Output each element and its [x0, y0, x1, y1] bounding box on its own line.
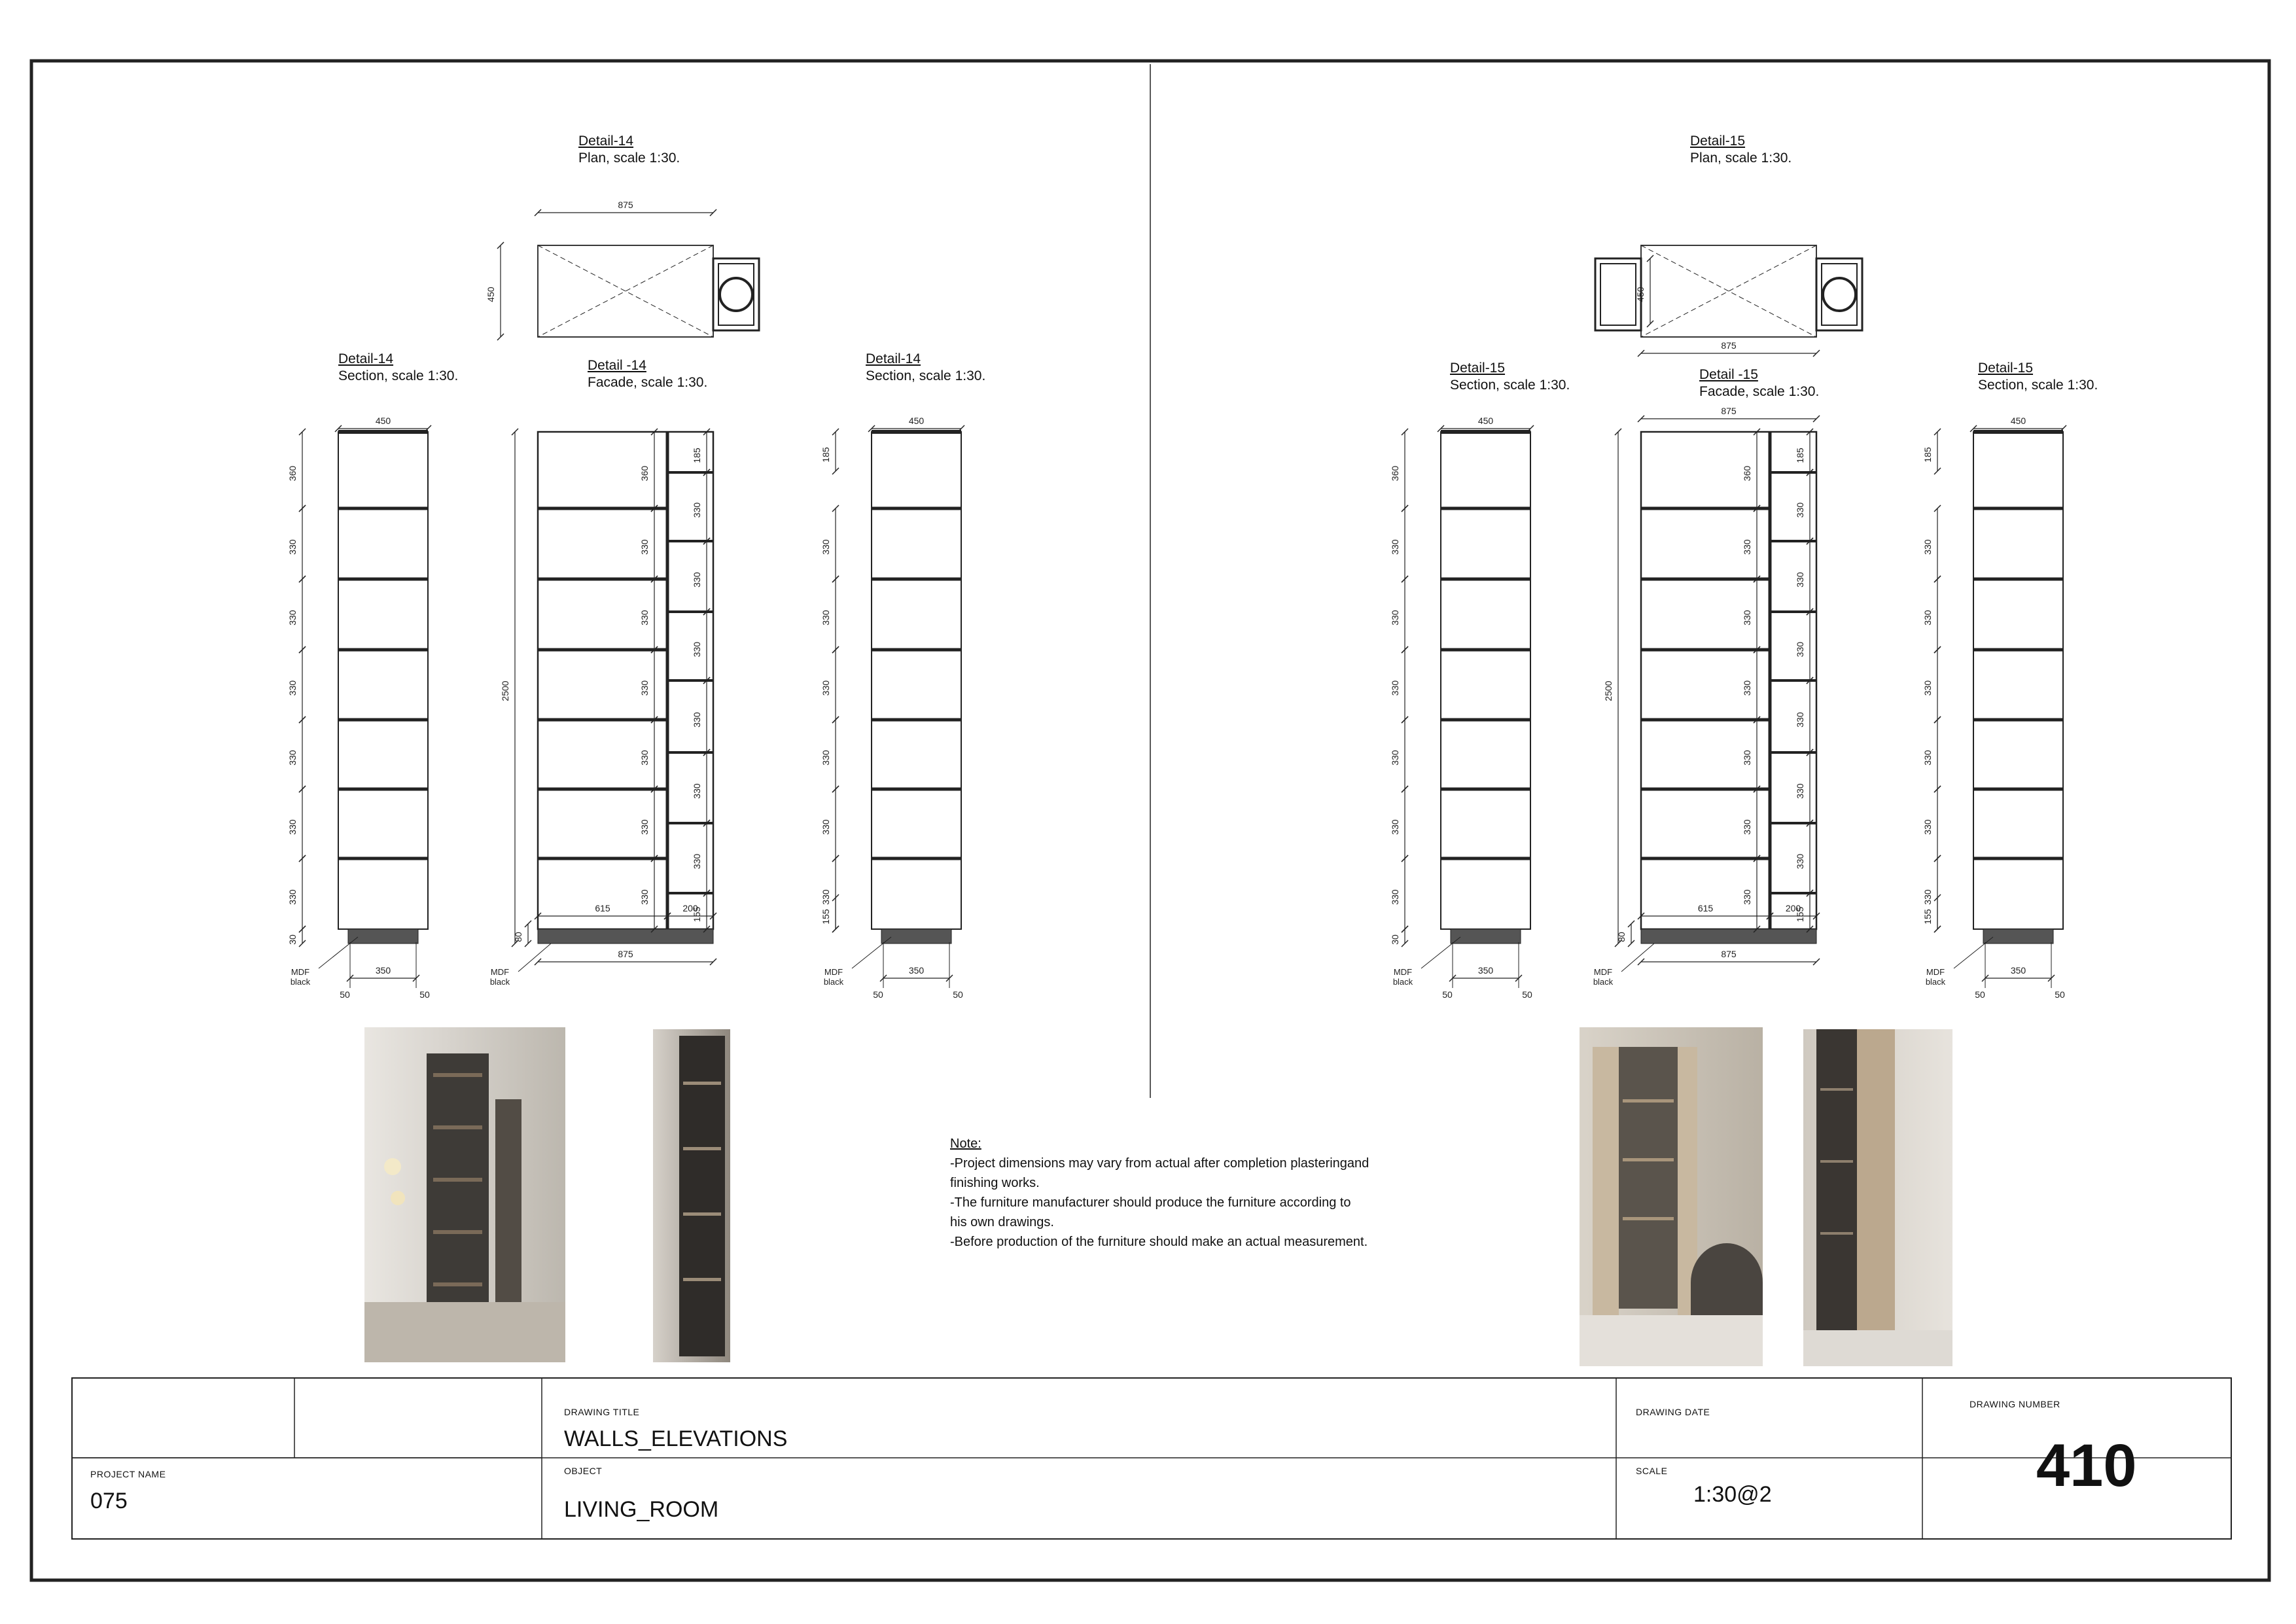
shelf-dimension: 185 — [1795, 448, 1805, 463]
shelf-dimension: 330 — [1742, 680, 1752, 696]
shelf-dimension: 330 — [1922, 610, 1933, 626]
plan-depth-dimension: 450 — [486, 287, 496, 302]
section-width-dimension: 450 — [1477, 415, 1494, 426]
shelf-dimension: 360 — [639, 465, 650, 482]
material-label-text: MDF — [291, 967, 310, 977]
plinth-dimension: 30 — [287, 934, 298, 945]
base-width-dimension: 350 — [2010, 965, 2026, 976]
title-block-frame — [72, 1378, 2231, 1539]
shelf-dimension: 330 — [692, 783, 702, 799]
column-circle — [1823, 278, 1856, 311]
facade-top-dimension: 875 — [1721, 406, 1737, 416]
scale-label: SCALE — [1636, 1466, 1668, 1476]
drawing-title-label: DRAWING TITLE — [564, 1407, 640, 1417]
material-label-text: MDF — [1393, 967, 1413, 977]
facade-narrow-dimension: 200 — [682, 903, 698, 913]
shelf-dimension: 330 — [692, 712, 702, 728]
base-width-dimension: 350 — [375, 965, 391, 976]
base-width-dimension: 350 — [908, 965, 925, 976]
drawing-number: 410 — [2036, 1432, 2137, 1499]
detail-scale: Section, scale 1:30. — [866, 368, 986, 383]
detail-15-section-right-title — [1978, 360, 2098, 394]
shelf-dimension: 330 — [1922, 750, 1933, 766]
base-offset-dimension: 50 — [873, 989, 883, 1000]
column-outline — [1595, 258, 1641, 330]
facade-total-dimension: 875 — [1721, 949, 1737, 959]
shelf-dimension: 330 — [1795, 572, 1805, 588]
facade-plinth — [1641, 929, 1816, 944]
shelf-dimension: 185 — [1922, 447, 1933, 463]
shelf-dimension: 330 — [1795, 502, 1805, 518]
material-label-text: black — [1593, 977, 1614, 987]
detail-scale: Plan, scale 1:30. — [1690, 150, 1792, 166]
detail-label: Detail-14 — [866, 351, 921, 366]
material-label-text: black — [1392, 977, 1413, 987]
shelf-dimension: 330 — [1742, 610, 1752, 626]
shelf-dimension: 330 — [287, 680, 298, 696]
detail-15-section-left-title — [1450, 360, 1570, 394]
detail-scale: Facade, scale 1:30. — [1699, 384, 1820, 399]
shelf-dimension: 330 — [1795, 783, 1805, 799]
facade-main-dimension: 615 — [595, 903, 610, 913]
note-line: his own drawings. — [950, 1215, 1054, 1229]
plinth-dimension: 30 — [1390, 934, 1400, 945]
shelf-dimension: 360 — [287, 465, 298, 482]
object-label: OBJECT — [564, 1466, 603, 1476]
facade-total-dimension: 875 — [618, 949, 633, 959]
shelf-dimension: 330 — [639, 539, 650, 555]
shelf-dimension: 330 — [1390, 819, 1400, 835]
detail-14-plan-title — [578, 133, 680, 167]
shelf-dimension: 330 — [639, 819, 650, 835]
leader-line — [1621, 944, 1654, 972]
shelf-dimension: 330 — [1390, 680, 1400, 696]
shelf-dimension: 330 — [1390, 750, 1400, 766]
detail-14-section-right-title — [866, 351, 985, 385]
shelf-dimension: 330 — [1922, 889, 1933, 905]
section-outline — [338, 432, 428, 929]
shelf-dimension: 330 — [287, 539, 298, 555]
shelf-dimension: 360 — [1390, 465, 1400, 482]
base-offset-dimension: 50 — [1975, 989, 1985, 1000]
column-circle — [720, 278, 752, 311]
shelf-dimension: 330 — [639, 889, 650, 905]
section-width-dimension: 450 — [2010, 415, 2026, 426]
note-line: -The furniture manufacturer should produce the furniture according to — [950, 1195, 1351, 1210]
shelf-dimension: 330 — [287, 889, 298, 905]
plan-width-dimension: 875 — [1721, 340, 1737, 351]
column-inner — [718, 264, 754, 325]
detail-label: Detail-14 — [578, 133, 634, 149]
plinth — [1983, 929, 2053, 944]
shelf-dimension: 330 — [1742, 889, 1752, 905]
shelf-dimension: 330 — [1390, 889, 1400, 905]
detail-scale: Section, scale 1:30. — [338, 368, 459, 383]
shelf-dimension: 330 — [821, 680, 831, 696]
section-width-dimension: 450 — [908, 415, 925, 426]
material-label-text: black — [823, 977, 844, 987]
detail-scale: Section, scale 1:30. — [1978, 378, 2098, 393]
shelf-dimension: 330 — [1922, 539, 1933, 555]
scale-value: 1:30@2 — [1693, 1482, 1772, 1507]
shelf-dimension: 330 — [639, 610, 650, 626]
shelf-dimension: 330 — [287, 819, 298, 835]
shelf-dimension: 330 — [821, 539, 831, 555]
detail-label: Detail -14 — [588, 358, 646, 373]
base-offset-dimension: 50 — [953, 989, 963, 1000]
shelf-dimension: 330 — [821, 750, 831, 766]
plinth-dimension: 80 — [1616, 932, 1627, 942]
detail-label: Detail-15 — [1978, 361, 2034, 376]
note-line: -Before production of the furniture should make an actual measurement. — [950, 1235, 1368, 1249]
shelf-dimension: 330 — [821, 610, 831, 626]
reference-photo-detail-14-room — [364, 1027, 565, 1362]
object-value: LIVING_ROOM — [564, 1497, 719, 1522]
material-label-text: black — [290, 977, 311, 987]
project-name: 075 — [90, 1489, 128, 1513]
reference-photo-detail-15-shelf — [1803, 1029, 1952, 1366]
shelf-dimension: 330 — [639, 750, 650, 766]
shelf-dimension: 330 — [692, 641, 702, 658]
plan-width-dimension: 875 — [618, 200, 633, 210]
base-offset-dimension: 50 — [419, 989, 430, 1000]
detail-label: Detail-15 — [1690, 133, 1746, 149]
drawing-title: WALLS_ELEVATIONS — [564, 1426, 788, 1451]
base-offset-dimension: 50 — [1522, 989, 1532, 1000]
material-label-text: MDF — [1593, 967, 1613, 977]
shelf-dimension: 330 — [1742, 750, 1752, 766]
shelf-dimension: 330 — [1922, 819, 1933, 835]
detail-scale: Facade, scale 1:30. — [588, 375, 708, 390]
facade-main-dimension: 615 — [1697, 903, 1714, 913]
reference-photo-detail-14-shelf — [653, 1029, 730, 1362]
leader-line — [518, 944, 551, 972]
detail-scale: Plan, scale 1:30. — [578, 150, 680, 166]
material-label-text: MDF — [1926, 967, 1945, 977]
shelf-dimension: 330 — [1795, 853, 1805, 870]
detail-label: Detail-14 — [338, 351, 394, 366]
shelf-dimension: 330 — [1795, 641, 1805, 658]
detail-scale: Section, scale 1:30. — [1450, 378, 1570, 393]
plinth — [348, 929, 418, 944]
shelf-dimension: 330 — [821, 889, 831, 905]
plan-depth-dimension: 450 — [1635, 287, 1646, 302]
facade-narrow-dimension: 200 — [1785, 903, 1801, 913]
base-offset-dimension: 50 — [340, 989, 350, 1000]
material-label-text: black — [1925, 977, 1946, 987]
column-inner — [1822, 264, 1857, 325]
shelf-dimension: 330 — [639, 680, 650, 696]
shelf-dimension: 330 — [1742, 539, 1752, 555]
reference-photo-detail-15-room — [1580, 1027, 1763, 1366]
shelf-dimension: 185 — [821, 447, 831, 463]
plinth — [1451, 929, 1521, 944]
detail-14-section-left-title — [338, 351, 458, 385]
detail-label: Detail -15 — [1699, 367, 1758, 382]
shelf-dimension: 330 — [1742, 819, 1752, 835]
total-height-dimension: 2500 — [500, 680, 510, 701]
plinth-dimension: 80 — [513, 932, 523, 942]
shelf-dimension: 330 — [1922, 680, 1933, 696]
section-outline — [872, 432, 961, 929]
detail-label: Detail-15 — [1450, 361, 1506, 376]
shelf-dimension: 185 — [692, 448, 702, 463]
base-offset-dimension: 50 — [1442, 989, 1453, 1000]
detail-15-plan-title — [1690, 133, 1792, 167]
shelf-dimension: 330 — [692, 502, 702, 518]
leader-line — [319, 937, 358, 968]
note-heading: Note: — [950, 1137, 981, 1151]
shelf-dimension: 155 — [1922, 909, 1933, 925]
shelf-dimension: 330 — [287, 750, 298, 766]
shelf-dimension: 360 — [1742, 465, 1752, 482]
material-label-text: MDF — [824, 967, 843, 977]
section-outline — [1441, 432, 1530, 929]
note-line: finishing works. — [950, 1176, 1040, 1190]
detail-14-facade-title — [588, 357, 707, 391]
total-height-dimension: 2500 — [1603, 680, 1614, 701]
shelf-dimension: 155 — [692, 906, 702, 923]
section-width-dimension: 450 — [375, 415, 391, 426]
base-width-dimension: 350 — [1477, 965, 1494, 976]
material-label-text: MDF — [490, 967, 510, 977]
leader-line — [1421, 937, 1460, 968]
general-note — [950, 1134, 1369, 1252]
drawing-number-label: DRAWING NUMBER — [1969, 1399, 2060, 1409]
section-outline — [1973, 432, 2063, 929]
detail-15-facade-title — [1699, 366, 1819, 400]
plinth — [881, 929, 951, 944]
facade-plinth — [538, 929, 713, 944]
column-inner — [1600, 264, 1636, 325]
shelf-dimension: 330 — [1390, 539, 1400, 555]
material-label-text: black — [489, 977, 510, 987]
shelf-dimension: 330 — [692, 853, 702, 870]
shelf-dimension: 155 — [1795, 906, 1805, 923]
leader-line — [852, 937, 891, 968]
shelf-dimension: 330 — [692, 572, 702, 588]
shelf-dimension: 330 — [821, 819, 831, 835]
drawing-date-label: DRAWING DATE — [1636, 1407, 1710, 1417]
base-offset-dimension: 50 — [2055, 989, 2065, 1000]
shelf-dimension: 330 — [1795, 712, 1805, 728]
project-name-label: PROJECT NAME — [90, 1469, 166, 1479]
note-line: -Project dimensions may vary from actual after completion plasteringand — [950, 1156, 1369, 1171]
shelf-dimension: 155 — [821, 909, 831, 925]
leader-line — [1954, 937, 1993, 968]
shelf-dimension: 330 — [1390, 610, 1400, 626]
shelf-dimension: 330 — [287, 610, 298, 626]
